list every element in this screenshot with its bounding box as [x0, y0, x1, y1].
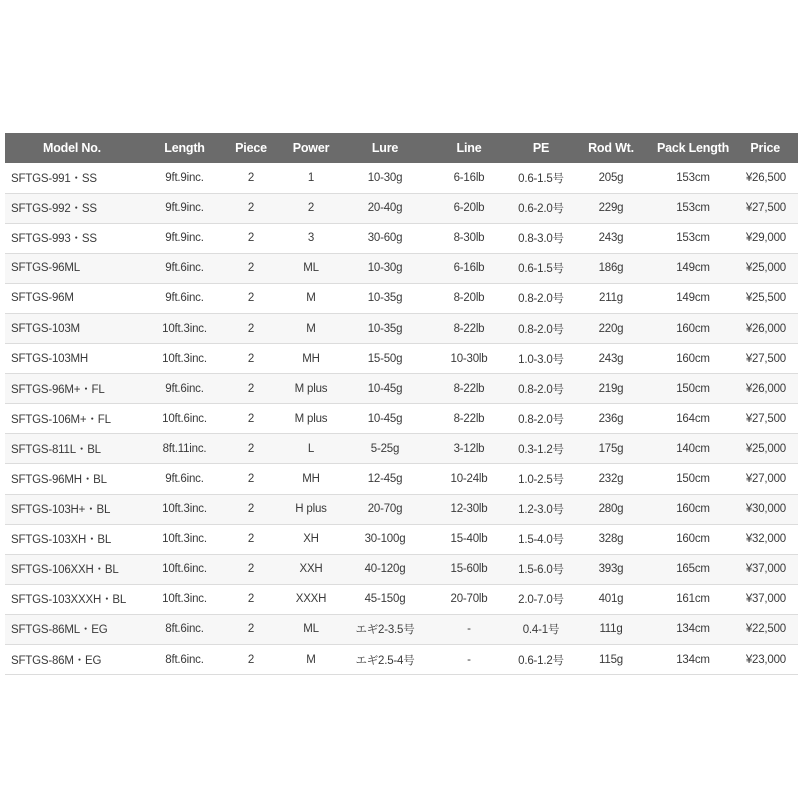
cell-length: 9ft.9inc. — [165, 232, 204, 245]
cell-power: H plus — [295, 503, 327, 516]
cell-model: SFTGS-86ML・EG — [11, 624, 108, 637]
cell-model: SFTGS-993・SS — [11, 233, 97, 246]
column-header-line: Line — [456, 141, 482, 155]
column-header-price: Price — [750, 141, 780, 155]
cell-pack-length: 153cm — [676, 232, 710, 245]
cell-price: ¥27,500 — [745, 352, 786, 365]
cell-length: 10ft.3inc. — [162, 352, 207, 365]
cell-pack-length: 140cm — [676, 442, 710, 455]
cell-pack-length: 160cm — [676, 352, 710, 365]
cell-price: ¥25,000 — [745, 442, 786, 455]
cell-pack-length: 150cm — [676, 472, 710, 485]
cell-rod-wt: 229g — [598, 202, 624, 215]
column-header-power: Power — [292, 141, 330, 155]
cell-rod-wt: 175g — [598, 442, 624, 455]
cell-length: 10ft.3inc. — [162, 322, 207, 335]
cell-power: XXH — [299, 563, 323, 576]
cell-lure: 40-120g — [364, 563, 406, 576]
table-row — [5, 193, 798, 223]
cell-lure: 10-30g — [367, 171, 403, 184]
cell-lure: 20-70g — [367, 503, 403, 516]
cell-length: 9ft.6inc. — [165, 472, 204, 485]
cell-pack-length: 161cm — [676, 593, 710, 606]
cell-rod-wt: 393g — [598, 563, 624, 576]
cell-pe: 0.8-3.0号 — [518, 233, 564, 246]
cell-pe: 1.0-3.0号 — [518, 353, 564, 366]
cell-model: SFTGS-992・SS — [11, 203, 97, 216]
cell-model: SFTGS-96MH・BL — [11, 473, 107, 486]
cell-pack-length: 134cm — [676, 653, 710, 666]
column-header-pe: PE — [532, 141, 550, 155]
table-row — [5, 554, 798, 584]
cell-power: ML — [303, 623, 319, 636]
table-row — [5, 434, 798, 464]
table-row — [5, 645, 798, 675]
cell-lure: 10-35g — [367, 322, 403, 335]
cell-lure: エギ2.5-4号 — [355, 654, 415, 667]
cell-power: XXXH — [295, 593, 327, 606]
cell-model: SFTGS-103XH・BL — [11, 534, 112, 547]
cell-power: M — [306, 322, 316, 335]
cell-length: 8ft.6inc. — [165, 653, 204, 666]
column-header-model: Model No. — [43, 141, 101, 155]
table-row — [5, 614, 798, 644]
cell-lure: 30-100g — [364, 533, 406, 546]
cell-line: 10-30lb — [450, 352, 488, 365]
cell-model: SFTGS-96M+・FL — [11, 383, 105, 396]
cell-price: ¥26,500 — [745, 171, 786, 184]
cell-pack-length: 149cm — [676, 292, 710, 305]
cell-pe: 1.5-6.0号 — [518, 564, 564, 577]
cell-price: ¥37,000 — [745, 593, 786, 606]
cell-price: ¥25,500 — [745, 292, 786, 305]
cell-length: 8ft.11inc. — [162, 442, 207, 455]
cell-power: M plus — [294, 382, 328, 395]
cell-pe: 0.6-1.5号 — [518, 263, 564, 276]
cell-pe: 0.4-1号 — [522, 624, 560, 637]
table-row — [5, 524, 798, 554]
cell-rod-wt: 243g — [598, 232, 624, 245]
cell-piece: 2 — [247, 292, 255, 305]
cell-pe: 0.8-2.0号 — [518, 383, 564, 396]
cell-pack-length: 153cm — [676, 202, 710, 215]
cell-line: 10-24lb — [450, 472, 488, 485]
cell-price: ¥29,000 — [745, 232, 786, 245]
cell-piece: 2 — [247, 593, 255, 606]
cell-rod-wt: 186g — [598, 262, 624, 275]
cell-lure: エギ2-3.5号 — [355, 624, 415, 637]
cell-rod-wt: 220g — [598, 322, 624, 335]
cell-price: ¥27,000 — [745, 472, 786, 485]
table-row — [5, 464, 798, 494]
cell-power: M — [306, 292, 316, 305]
cell-length: 9ft.6inc. — [165, 382, 204, 395]
cell-price: ¥22,500 — [745, 623, 786, 636]
cell-piece: 2 — [247, 472, 255, 485]
cell-pack-length: 153cm — [676, 171, 710, 184]
cell-power: M — [306, 653, 316, 666]
cell-piece: 2 — [247, 171, 255, 184]
cell-power: M plus — [294, 412, 328, 425]
cell-length: 10ft.3inc. — [162, 503, 207, 516]
cell-model: SFTGS-991・SS — [11, 172, 97, 185]
table-row — [5, 374, 798, 404]
cell-lure: 10-45g — [367, 412, 403, 425]
cell-pack-length: 160cm — [676, 533, 710, 546]
cell-piece: 2 — [247, 322, 255, 335]
cell-rod-wt: 243g — [598, 352, 624, 365]
cell-length: 8ft.6inc. — [165, 623, 204, 636]
cell-rod-wt: 205g — [598, 171, 624, 184]
cell-model: SFTGS-103M — [11, 322, 80, 335]
cell-model: SFTGS-103XXXH・BL — [11, 594, 127, 607]
cell-rod-wt: 401g — [598, 593, 624, 606]
cell-model: SFTGS-106XXH・BL — [11, 564, 119, 577]
cell-rod-wt: 280g — [598, 503, 624, 516]
table-row — [5, 404, 798, 434]
table-row — [5, 584, 798, 614]
cell-pe: 2.0-7.0号 — [518, 594, 564, 607]
cell-rod-wt: 115g — [599, 653, 623, 666]
table-row — [5, 163, 798, 193]
cell-line: - — [467, 653, 471, 666]
cell-lure: 5-25g — [370, 442, 400, 455]
cell-lure: 10-45g — [367, 382, 403, 395]
cell-power: 1 — [307, 171, 315, 184]
table-row — [5, 283, 798, 313]
cell-piece: 2 — [247, 563, 255, 576]
cell-pe: 1.0-2.5号 — [518, 473, 564, 486]
cell-pe: 0.8-2.0号 — [518, 413, 564, 426]
cell-pe: 1.2-3.0号 — [518, 504, 564, 517]
cell-length: 10ft.3inc. — [162, 593, 207, 606]
cell-power: 3 — [307, 232, 315, 245]
cell-power: L — [307, 442, 315, 455]
cell-pack-length: 149cm — [676, 262, 710, 275]
cell-piece: 2 — [247, 232, 255, 245]
cell-line: 8-22lb — [453, 322, 485, 335]
cell-piece: 2 — [247, 202, 255, 215]
cell-pack-length: 165cm — [676, 563, 710, 576]
table-row — [5, 494, 798, 524]
cell-line: 8-22lb — [453, 382, 485, 395]
cell-lure: 20-40g — [367, 202, 403, 215]
cell-piece: 2 — [247, 262, 255, 275]
column-header-piece: Piece — [235, 141, 267, 155]
cell-line: 3-12lb — [453, 442, 485, 455]
cell-pe: 0.8-2.0号 — [518, 323, 564, 336]
cell-pe: 0.8-2.0号 — [518, 293, 564, 306]
cell-pack-length: 160cm — [676, 322, 710, 335]
cell-piece: 2 — [247, 442, 255, 455]
cell-lure: 10-35g — [367, 292, 403, 305]
cell-line: 15-60lb — [450, 563, 488, 576]
cell-lure: 10-30g — [367, 262, 403, 275]
cell-pack-length: 164cm — [676, 412, 710, 425]
cell-pe: 1.5-4.0号 — [518, 534, 564, 547]
cell-power: XH — [303, 533, 319, 546]
cell-pe: 0.6-1.2号 — [518, 654, 564, 667]
cell-model: SFTGS-103MH — [11, 352, 89, 365]
cell-piece: 2 — [247, 412, 255, 425]
cell-piece: 2 — [247, 533, 255, 546]
cell-length: 10ft.6inc. — [162, 563, 207, 576]
cell-model: SFTGS-811L・BL — [11, 443, 101, 456]
cell-rod-wt: 219g — [598, 382, 624, 395]
cell-power: ML — [303, 262, 319, 275]
table-row — [5, 253, 798, 283]
table-row — [5, 223, 798, 253]
cell-line: 6-16lb — [453, 171, 485, 184]
table-header — [5, 133, 798, 163]
column-header-pack-length: Pack Length — [656, 141, 730, 155]
cell-pe: 0.6-2.0号 — [518, 203, 564, 216]
cell-lure: 45-150g — [364, 593, 406, 606]
cell-length: 9ft.6inc. — [165, 292, 204, 305]
cell-model: SFTGS-96M — [11, 292, 74, 305]
cell-pack-length: 134cm — [676, 623, 710, 636]
cell-pack-length: 150cm — [676, 382, 710, 395]
cell-line: - — [467, 623, 471, 636]
cell-model: SFTGS-103H+・BL — [11, 504, 111, 517]
cell-lure: 15-50g — [367, 352, 403, 365]
cell-price: ¥37,000 — [745, 563, 786, 576]
cell-piece: 2 — [247, 382, 255, 395]
cell-price: ¥26,000 — [745, 382, 786, 395]
cell-piece: 2 — [247, 503, 255, 516]
cell-piece: 2 — [247, 352, 255, 365]
column-header-lure: Lure — [371, 141, 399, 155]
cell-model: SFTGS-96ML — [11, 262, 80, 275]
table-row — [5, 344, 798, 374]
cell-line: 8-20lb — [453, 292, 485, 305]
cell-price: ¥32,000 — [745, 533, 786, 546]
cell-line: 20-70lb — [450, 593, 488, 606]
cell-length: 10ft.3inc. — [162, 533, 207, 546]
cell-power: 2 — [307, 202, 315, 215]
cell-price: ¥26,000 — [745, 322, 786, 335]
cell-length: 10ft.6inc. — [162, 412, 207, 425]
cell-power: MH — [302, 472, 320, 485]
cell-price: ¥27,500 — [745, 412, 786, 425]
cell-length: 9ft.9inc. — [165, 202, 204, 215]
cell-pe: 0.3-1.2号 — [518, 443, 564, 456]
cell-line: 8-22lb — [453, 412, 485, 425]
cell-rod-wt: 211g — [599, 292, 623, 305]
cell-price: ¥23,000 — [745, 653, 786, 666]
cell-pack-length: 160cm — [676, 503, 710, 516]
cell-model: SFTGS-86M・EG — [11, 654, 102, 667]
cell-price: ¥27,500 — [745, 202, 786, 215]
table-row — [5, 313, 798, 343]
cell-line: 15-40lb — [450, 533, 488, 546]
cell-lure: 12-45g — [367, 472, 403, 485]
column-header-rod-wt: Rod Wt. — [588, 141, 634, 155]
cell-pe: 0.6-1.5号 — [518, 172, 564, 185]
cell-length: 9ft.9inc. — [165, 171, 204, 184]
rod-spec-table — [5, 133, 798, 675]
cell-power: MH — [302, 352, 320, 365]
cell-length: 9ft.6inc. — [165, 262, 204, 275]
cell-piece: 2 — [247, 623, 255, 636]
table-body — [5, 163, 798, 675]
header-row — [5, 133, 798, 163]
column-header-length: Length — [164, 141, 205, 155]
cell-rod-wt: 328g — [598, 533, 624, 546]
cell-price: ¥30,000 — [745, 503, 786, 516]
cell-line: 8-30lb — [453, 232, 485, 245]
cell-line: 12-30lb — [450, 503, 488, 516]
cell-piece: 2 — [247, 653, 255, 666]
cell-rod-wt: 232g — [598, 472, 624, 485]
cell-price: ¥25,000 — [745, 262, 786, 275]
cell-lure: 30-60g — [367, 232, 403, 245]
cell-rod-wt: 111g — [599, 623, 623, 636]
cell-line: 6-20lb — [453, 202, 485, 215]
cell-line: 6-16lb — [453, 262, 485, 275]
cell-model: SFTGS-106M+・FL — [11, 413, 111, 426]
cell-rod-wt: 236g — [598, 412, 624, 425]
